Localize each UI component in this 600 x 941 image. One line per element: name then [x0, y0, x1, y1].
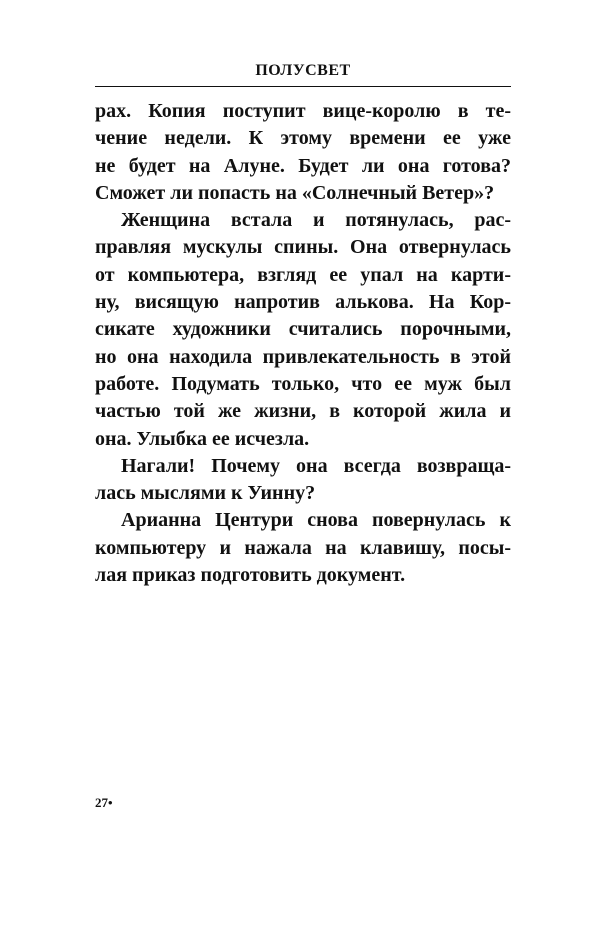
text-line: Женщина встала и потянулась, рас- — [121, 209, 511, 232]
text-line: но она находила привлекательность в этой — [95, 345, 511, 368]
text-line: она. Улыбка ее исчезла. — [95, 427, 310, 450]
text-line: от компьютера, взгляд ее упал на карти- — [95, 263, 511, 286]
text-line: частью той же жизни, в которой жила и — [95, 400, 511, 423]
text-line: компьютеру и нажала на клавишу, посы- — [95, 536, 511, 559]
header-rule — [95, 86, 511, 87]
text-line: чение недели. К этому времени ее уже — [95, 127, 511, 150]
text-line: лась мыслями к Уинну? — [95, 482, 316, 505]
text-line: не будет на Алуне. Будет ли она готова? — [95, 154, 511, 177]
text-line: правляя мускулы спины. Она отвернулась — [95, 236, 511, 259]
text-line: сикате художники считались порочными, — [95, 318, 511, 341]
text-line: ну, висящую напротив алькова. На Кор- — [95, 291, 511, 314]
printer-signature-mark: 27• — [95, 795, 113, 810]
text-line: лая приказ подготовить документ. — [95, 564, 406, 587]
text-line: Сможет ли попасть на «Солнечный Ветер»? — [95, 181, 495, 204]
text-line: работе. Подумать только, что ее муж был — [95, 372, 511, 395]
text-line: рах. Копия поступит вице-королю в те- — [95, 100, 511, 122]
text-line: Арианна Центури снова повернулась к — [121, 509, 511, 532]
running-head-title: ПОЛУСВЕТ — [255, 62, 351, 79]
body-text — [95, 98, 511, 589]
text-line: Нагали! Почему она всегда возвраща- — [121, 454, 511, 477]
